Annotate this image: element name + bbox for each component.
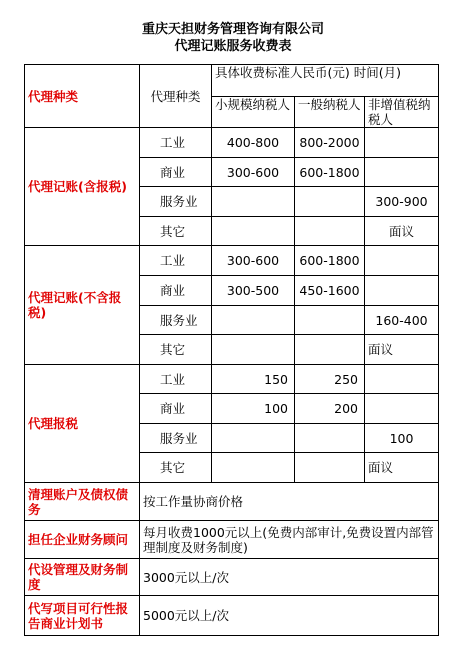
header-service-type: 代理种类 bbox=[25, 65, 140, 128]
fee-cell bbox=[212, 335, 295, 365]
industry-cell: 工业 bbox=[140, 246, 212, 276]
fee-cell bbox=[295, 187, 365, 217]
fee-cell bbox=[295, 453, 365, 483]
fee-cell: 800-2000 bbox=[295, 128, 365, 158]
fee-cell: 150 bbox=[212, 365, 295, 394]
fee-cell bbox=[365, 246, 439, 276]
fee-cell: 200 bbox=[295, 394, 365, 424]
fee-cell: 面议 bbox=[365, 453, 439, 483]
fee-cell bbox=[365, 365, 439, 394]
fee-cell bbox=[295, 306, 365, 335]
fee-cell bbox=[365, 158, 439, 187]
header-small-scale: 小规模纳税人 bbox=[212, 97, 295, 128]
industry-cell: 其它 bbox=[140, 217, 212, 246]
industry-cell: 工业 bbox=[140, 365, 212, 394]
industry-cell: 商业 bbox=[140, 394, 212, 424]
extra-service-name: 代写项目可行性报告商业计划书 bbox=[25, 596, 140, 636]
fee-cell: 300-600 bbox=[212, 158, 295, 187]
fee-cell: 面议 bbox=[365, 335, 439, 365]
fee-cell: 面议 bbox=[365, 217, 439, 246]
industry-cell: 服务业 bbox=[140, 424, 212, 453]
industry-cell: 工业 bbox=[140, 128, 212, 158]
fee-cell bbox=[295, 335, 365, 365]
header-fee-standard: 具体收费标准人民币(元) 时间(月) bbox=[212, 65, 439, 97]
fee-cell: 600-1800 bbox=[295, 246, 365, 276]
company-title: 重庆天担财务管理咨询有限公司 bbox=[141, 22, 324, 37]
fee-cell: 300-600 bbox=[212, 246, 295, 276]
fee-cell: 160-400 bbox=[365, 306, 439, 335]
group-name: 代理记账(不含报税) bbox=[25, 246, 140, 365]
extra-service-desc: 5000元以上/次 bbox=[140, 596, 439, 636]
fee-cell: 300-500 bbox=[212, 276, 295, 306]
extra-service-desc: 每月收费1000元以上(免费内部审计,免费设置内部管理制度及财务制度) bbox=[140, 521, 439, 559]
table-title: 代理记账服务收费表 bbox=[174, 39, 292, 54]
extra-service-desc: 按工作量协商价格 bbox=[140, 483, 439, 521]
fee-cell bbox=[365, 394, 439, 424]
fee-cell: 250 bbox=[295, 365, 365, 394]
group-name: 代理记账(含报税) bbox=[25, 128, 140, 246]
fee-cell bbox=[212, 187, 295, 217]
fee-cell: 300-900 bbox=[365, 187, 439, 217]
extra-service-name: 担任企业财务顾问 bbox=[25, 521, 140, 559]
industry-cell: 其它 bbox=[140, 335, 212, 365]
industry-cell: 其它 bbox=[140, 453, 212, 483]
extra-service-name: 代设管理及财务制度 bbox=[25, 559, 140, 596]
fee-cell bbox=[212, 306, 295, 335]
fee-table bbox=[24, 64, 439, 636]
fee-cell: 600-1800 bbox=[295, 158, 365, 187]
fee-cell: 100 bbox=[365, 424, 439, 453]
fee-cell bbox=[365, 276, 439, 306]
fee-cell bbox=[212, 424, 295, 453]
header-non-vat: 非增值税纳税人 bbox=[365, 97, 439, 128]
header-general: 一般纳税人 bbox=[295, 97, 365, 128]
industry-cell: 商业 bbox=[140, 158, 212, 187]
fee-cell: 100 bbox=[212, 394, 295, 424]
industry-cell: 服务业 bbox=[140, 187, 212, 217]
fee-cell: 450-1600 bbox=[295, 276, 365, 306]
industry-cell: 服务业 bbox=[140, 306, 212, 335]
fee-cell bbox=[295, 424, 365, 453]
fee-cell: 400-800 bbox=[212, 128, 295, 158]
extra-service-desc: 3000元以上/次 bbox=[140, 559, 439, 596]
fee-cell bbox=[212, 217, 295, 246]
group-name: 代理报税 bbox=[25, 365, 140, 483]
header-industry-type: 代理种类 bbox=[140, 65, 212, 128]
fee-cell bbox=[365, 128, 439, 158]
fee-cell bbox=[295, 217, 365, 246]
fee-cell bbox=[212, 453, 295, 483]
industry-cell: 商业 bbox=[140, 276, 212, 306]
extra-service-name: 清理账户及债权债务 bbox=[25, 483, 140, 521]
